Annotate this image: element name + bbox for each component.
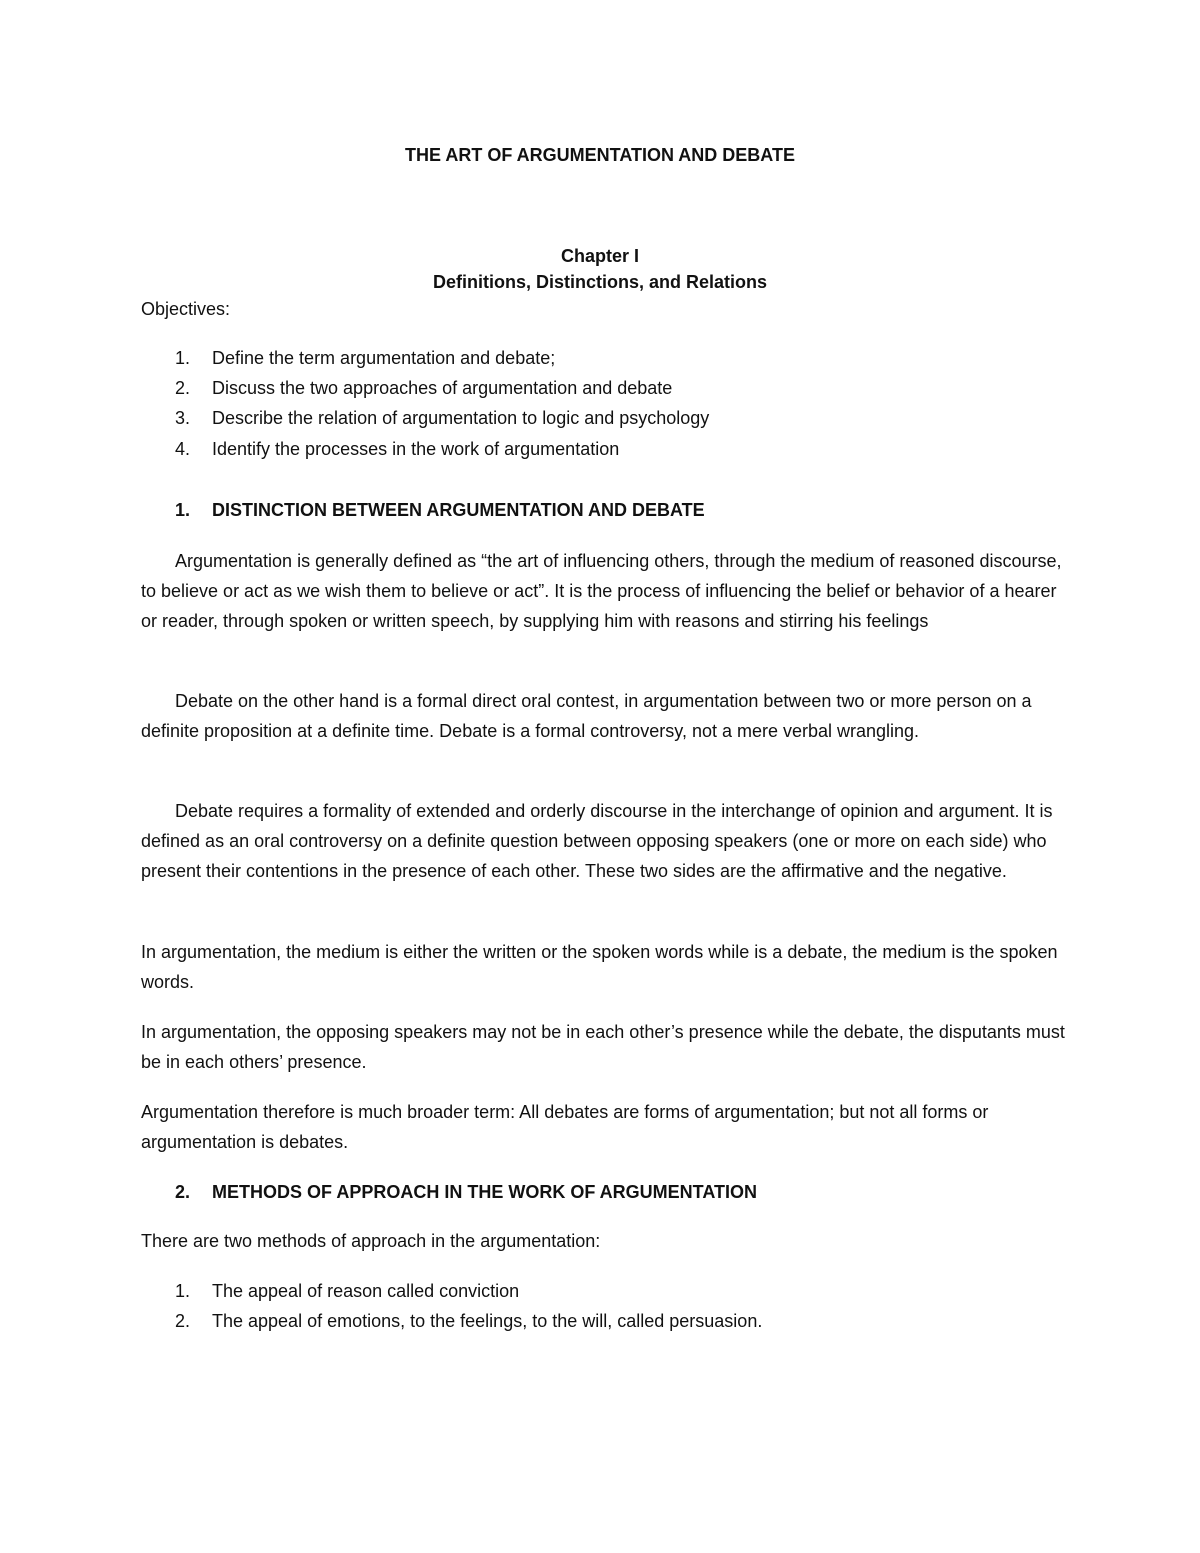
section-number: 1. bbox=[175, 500, 191, 520]
paragraph-text: Debate requires a formality of extended and orderly discourse in the interchange of opinion and argument. It is defined as an oral controversy on a definite question between opposing speakers (one or more on each side) who present their contentions in the presence of each other. These two sides are the affirmative and the negative. bbox=[141, 801, 1053, 881]
list-number: 2. bbox=[175, 378, 191, 398]
list-number: 4. bbox=[175, 439, 191, 459]
list-text: Define the term argumentation and debate; bbox=[212, 348, 556, 368]
paragraph bbox=[141, 686, 1071, 746]
objectives-label: Objectives: bbox=[141, 299, 231, 319]
list-text: Describe the relation of argumentation to logic and psychology bbox=[212, 408, 710, 428]
list-number: 3. bbox=[175, 408, 191, 428]
paragraph-text: Argumentation therefore is much broader term: All debates are forms of argumentation; but not all forms or argumentation is debates. bbox=[141, 1102, 989, 1152]
paragraph-text: In argumentation, the medium is either the written or the spoken words while is a debate, the medium is the spoken words. bbox=[141, 942, 1058, 992]
list-number: 1. bbox=[175, 348, 191, 368]
section-heading-text: METHODS OF APPROACH IN THE WORK OF ARGUMENTATION bbox=[212, 1182, 757, 1202]
paragraph-text: Argumentation is generally defined as “the art of influencing others, through the medium of reasoned discourse, to believe or act as we wish them to believe or act”. It is the process of influencing the belief or behavior of a hearer or reader, through spoken or written speech, by supplying him with reasons and stirring his feelings bbox=[141, 551, 1062, 631]
list-text: Discuss the two approaches of argumentation and debate bbox=[212, 378, 673, 398]
paragraph-text: In argumentation, the opposing speakers may not be in each other’s presence while the debate, the disputants must be in each others’ presence. bbox=[141, 1022, 1065, 1072]
paragraph bbox=[141, 1017, 1071, 1077]
paragraph bbox=[141, 796, 1071, 886]
section-intro: There are two methods of approach in the argumentation: bbox=[141, 1231, 601, 1251]
paragraph bbox=[141, 937, 1071, 997]
paragraph bbox=[141, 1097, 1071, 1157]
section-number: 2. bbox=[175, 1182, 191, 1202]
list-text: Identify the processes in the work of argumentation bbox=[212, 439, 620, 459]
list-number: 1. bbox=[175, 1281, 191, 1301]
paragraph-text: Debate on the other hand is a formal direct oral contest, in argumentation between two or more person on a definite proposition at a definite time. Debate is a formal controversy, not a mere verbal wrangling. bbox=[141, 691, 1032, 741]
chapter-label: Chapter I bbox=[560, 246, 639, 266]
section-heading-text: DISTINCTION BETWEEN ARGUMENTATION AND DEBATE bbox=[212, 500, 705, 520]
document-title: THE ART OF ARGUMENTATION AND DEBATE bbox=[405, 145, 795, 165]
list-number: 2. bbox=[175, 1311, 191, 1331]
chapter-title: Definitions, Distinctions, and Relations bbox=[432, 272, 768, 292]
list-text: The appeal of reason called conviction bbox=[212, 1281, 520, 1301]
paragraph bbox=[141, 546, 1071, 636]
list-text: The appeal of emotions, to the feelings, to the will, called persuasion. bbox=[212, 1311, 763, 1331]
